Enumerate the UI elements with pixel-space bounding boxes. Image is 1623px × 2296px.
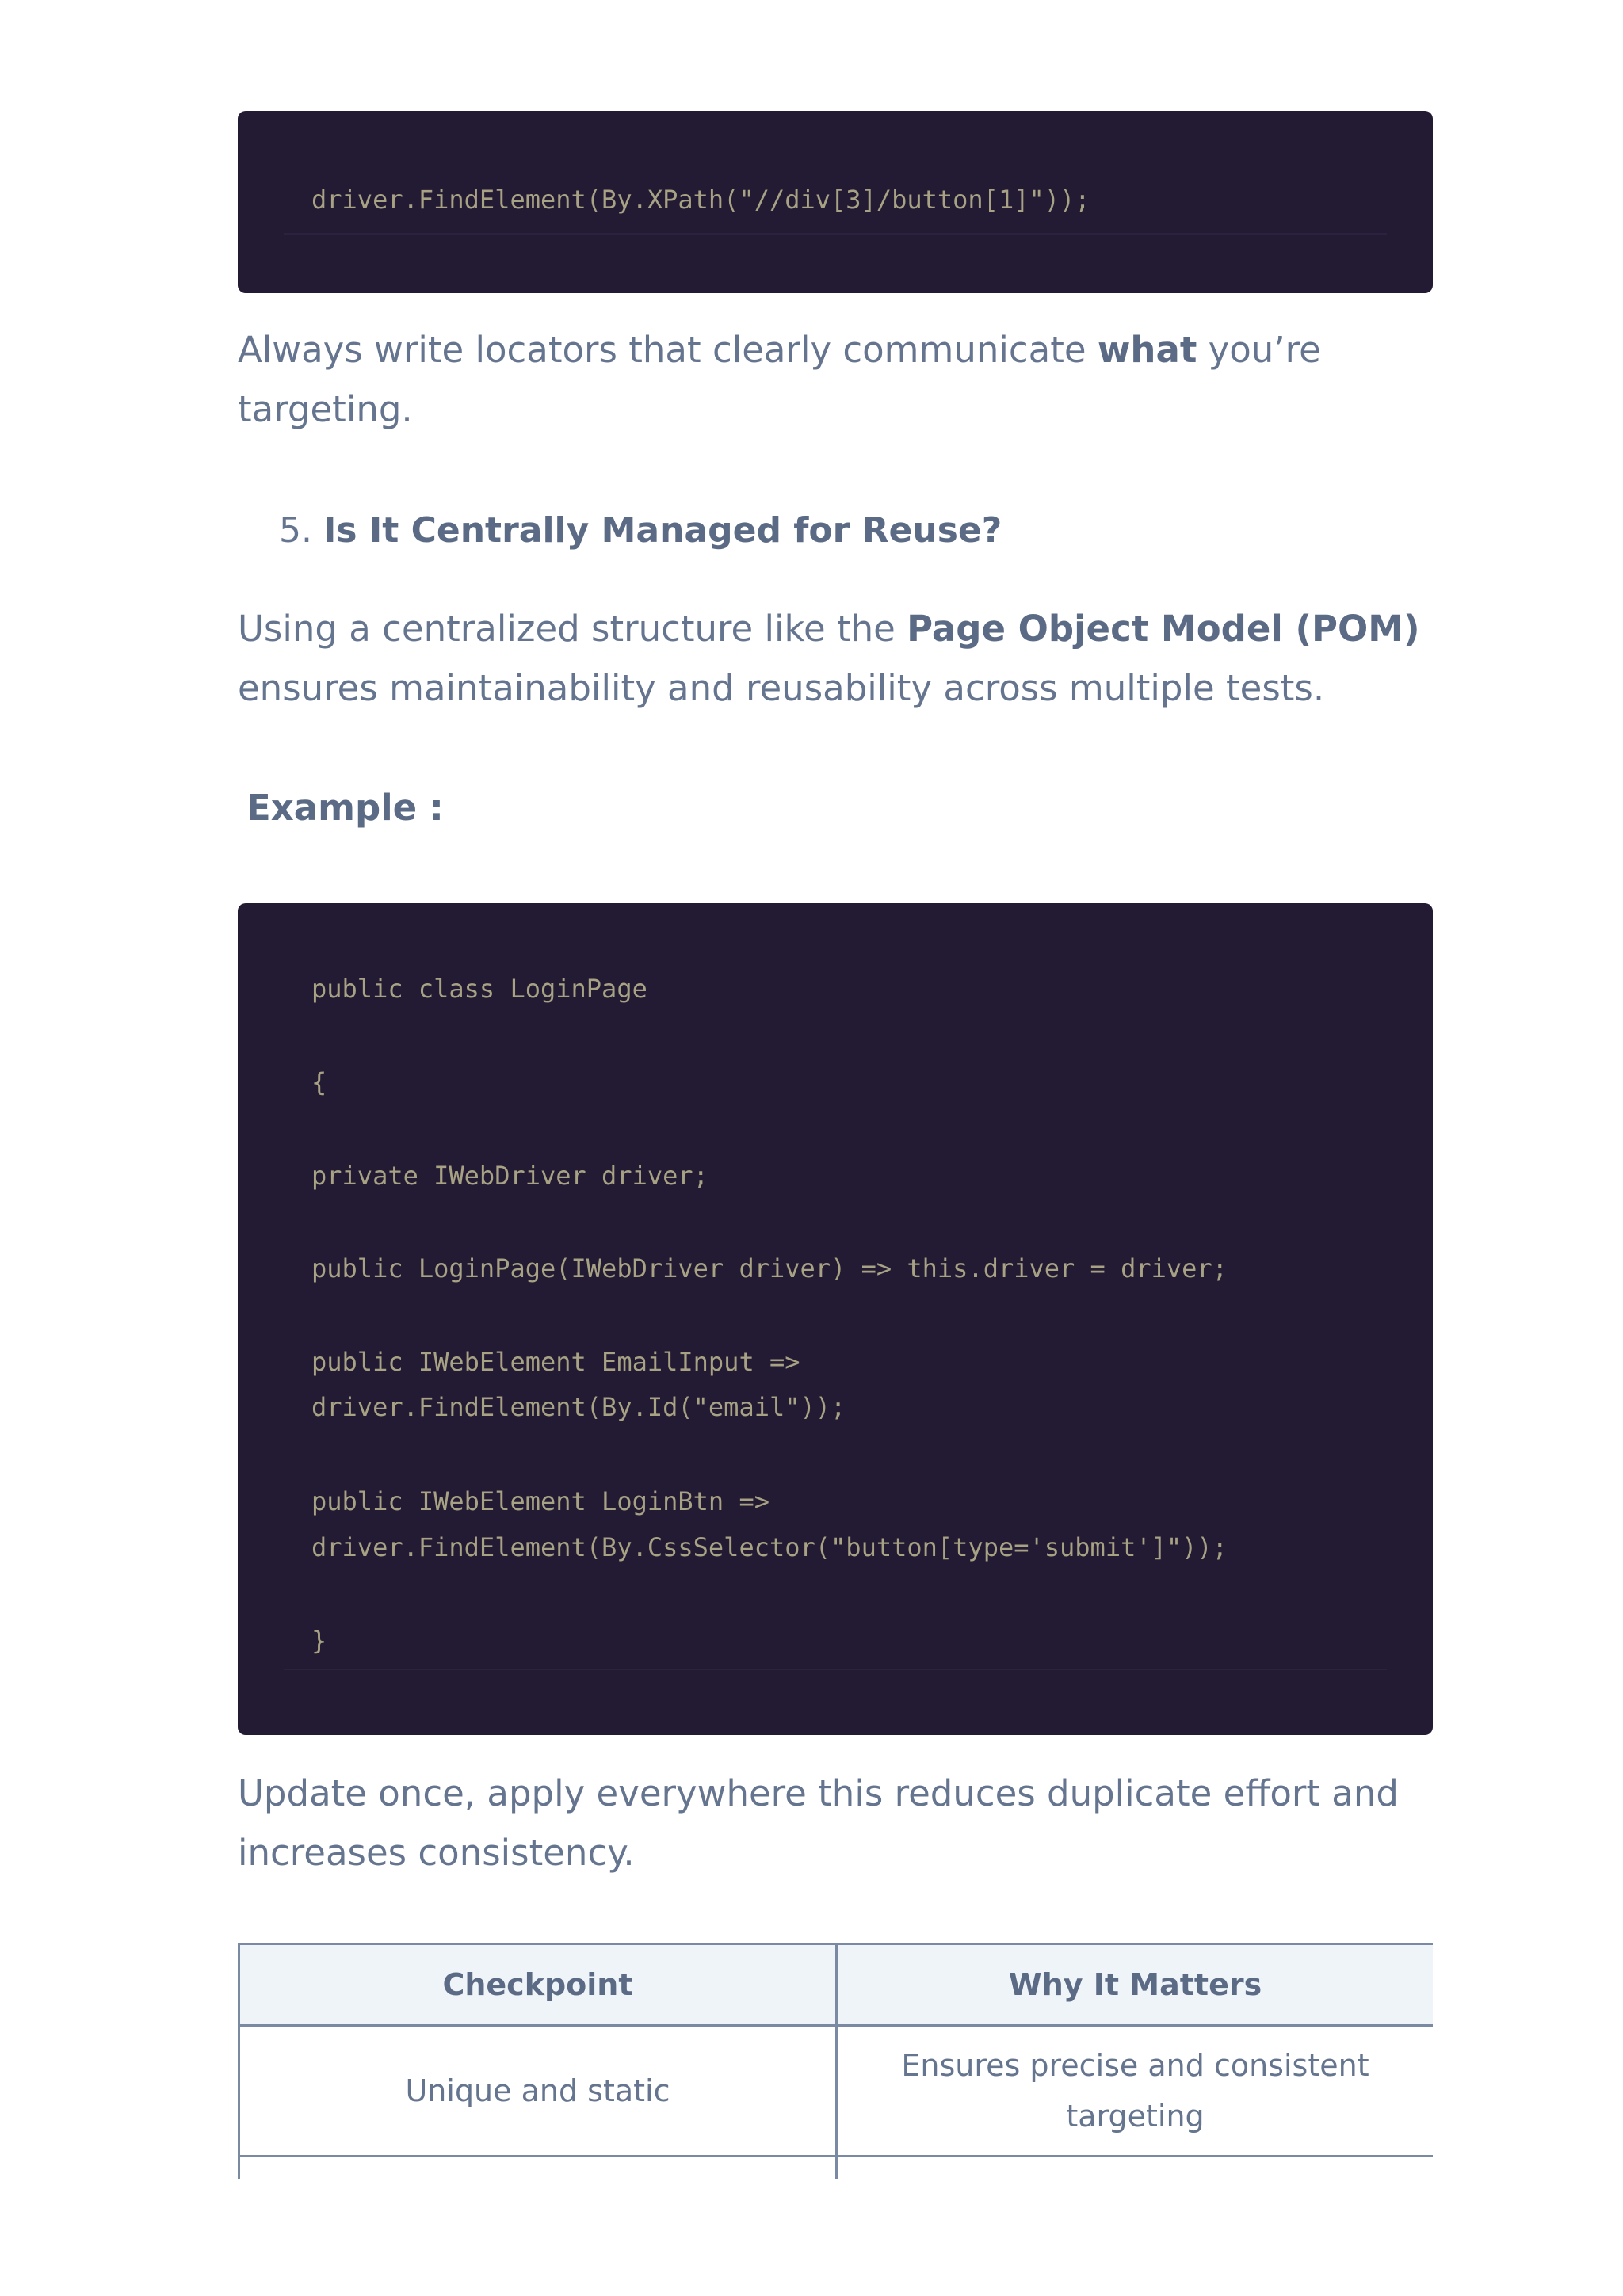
paragraph-text-end: ensures maintainability and reusability across multiple tests. (238, 667, 1325, 709)
table-row-partial (239, 2157, 1434, 2180)
emphasis-what: what (1097, 329, 1197, 371)
checkpoint-table (238, 1943, 1433, 2179)
paragraph-text-end: you’re targeting. (238, 329, 1321, 430)
code-block-xpath-example (238, 111, 1433, 293)
code-line: private IWebDriver driver; (311, 1161, 708, 1191)
heading-number: 5. (279, 510, 312, 551)
checkpoint-table-container (238, 1943, 1433, 2179)
code-divider (284, 233, 1387, 235)
column-header-why-it-matters: Why It Matters (837, 1944, 1434, 2026)
table-cell-empty (239, 2157, 837, 2180)
code-line: public IWebElement LoginBtn => (311, 1486, 769, 1516)
code-line: { (311, 1067, 327, 1097)
table-cell-empty (837, 2157, 1434, 2180)
section-heading-5 (279, 507, 1002, 555)
paragraph-update-once (238, 1764, 1433, 1882)
paragraph-text-start: Always write locators that clearly communicate (238, 329, 1098, 371)
heading-text: Is It Centrally Managed for Reuse? (323, 510, 1002, 551)
code-line: public IWebElement EmailInput => (311, 1347, 800, 1377)
code-line: public class LoginPage (311, 974, 647, 1004)
code-divider (284, 1669, 1387, 1670)
table-row (239, 2026, 1434, 2157)
code-line: } (311, 1626, 327, 1656)
code-line: public LoginPage(IWebDriver driver) => this.driver = driver; (311, 1253, 1228, 1283)
table-header-row (239, 1944, 1434, 2026)
code-block-login-page (238, 903, 1433, 1735)
table-cell-checkpoint: Unique and static (239, 2026, 837, 2157)
table-cell-why-it-matters: Ensures precise and consistent targeting (837, 2026, 1434, 2157)
code-line: driver.FindElement(By.Id("email")); (311, 1392, 846, 1422)
paragraph-text-start: Using a centralized structure like the (238, 608, 907, 650)
paragraph-pom-intro (238, 599, 1433, 718)
example-label: Example : (246, 787, 444, 829)
code-line: driver.FindElement(By.CssSelector("button[type='submit']")); (311, 1532, 1228, 1562)
paragraph-text: Update once, apply everywhere this reduces duplicate effort and increases consistency. (238, 1772, 1399, 1874)
code-line: driver.FindElement(By.XPath("//div[3]/button[1]")); (311, 185, 1090, 215)
paragraph-locator-advice (238, 320, 1433, 439)
column-header-checkpoint: Checkpoint (239, 1944, 837, 2026)
emphasis-pom: Page Object Model (POM) (907, 608, 1420, 650)
